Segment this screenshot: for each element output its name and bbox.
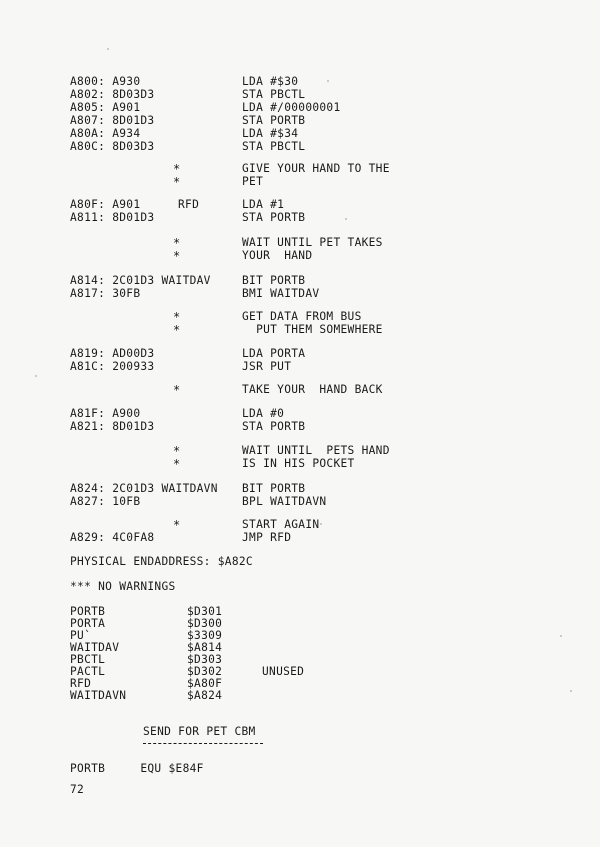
code-line-address: A824: 2C01D3 WAITDAVN xyxy=(70,482,218,495)
scan-speck xyxy=(570,690,572,692)
code-comment: START AGAIN xyxy=(242,518,320,531)
scan-speck xyxy=(327,80,329,82)
code-line-address: A829: 4C0FA8 xyxy=(70,531,155,544)
code-comment: GIVE YOUR HAND TO THE xyxy=(242,162,390,175)
code-line-instruction: BMI WAITDAV xyxy=(242,287,320,300)
code-line-instruction: STA PORTB xyxy=(242,420,306,433)
symbol-value: $D300 xyxy=(187,617,223,630)
code-line-address: A811: 8D01D3 xyxy=(70,211,155,224)
warnings-line: *** NO WARNINGS xyxy=(70,580,176,593)
code-line-instruction: LDA #1 xyxy=(242,198,285,211)
code-line-address: A821: 8D01D3 xyxy=(70,420,155,433)
symbol-name: PORTB xyxy=(70,605,106,618)
code-line-instruction: LDA #0 xyxy=(242,407,285,420)
symbol-value: $D302 xyxy=(187,665,223,678)
code-line-address: A827: 10FB xyxy=(70,495,141,508)
code-comment: IS IN HIS POCKET xyxy=(242,457,355,470)
symbol-value: $A814 xyxy=(187,641,223,654)
symbol-name: WAITDAVN xyxy=(70,689,127,702)
section-title-underline xyxy=(143,743,263,744)
code-line-address: A814: 2C01D3 WAITDAV xyxy=(70,274,211,287)
symbol-value: $D301 xyxy=(187,605,223,618)
code-line-address: A81C: 200933 xyxy=(70,360,155,373)
code-line-instruction: BPL WAITDAVN xyxy=(242,495,327,508)
comment-marker: * xyxy=(173,162,181,176)
symbol-name: RFD xyxy=(70,677,92,690)
code-line-instruction: LDA #$30 xyxy=(242,75,299,88)
comment-marker: * xyxy=(173,444,181,458)
symbol-name: WAITDAV xyxy=(70,641,120,654)
comment-marker: * xyxy=(173,249,181,263)
code-line-address: A805: A901 xyxy=(70,101,141,114)
code-line-instruction: STA PORTB xyxy=(242,211,306,224)
code-line-instruction: STA PBCTL xyxy=(242,88,306,101)
scan-speck xyxy=(560,635,562,637)
code-line-address: A817: 30FB xyxy=(70,287,141,300)
symbol-name: PBCTL xyxy=(70,653,106,666)
code-label: RFD xyxy=(178,198,200,211)
symbol-value: $D303 xyxy=(187,653,223,666)
code-comment: YOUR HAND xyxy=(242,249,313,262)
code-line-address: A80C: 8D03D3 xyxy=(70,140,155,153)
symbol-name: PACTL xyxy=(70,665,106,678)
code-line-instruction: LDA #$34 xyxy=(242,127,299,140)
code-line-address: A802: 8D03D3 xyxy=(70,88,155,101)
code-line-instruction: BIT PORTB xyxy=(242,274,306,287)
code-line-instruction: STA PORTB xyxy=(242,114,306,127)
comment-marker: * xyxy=(173,457,181,471)
code-line-instruction: LDA PORTA xyxy=(242,347,306,360)
symbol-value: $A824 xyxy=(187,689,223,702)
code-line-instruction: BIT PORTB xyxy=(242,482,306,495)
code-line-address: A800: A930 xyxy=(70,75,141,88)
comment-marker: * xyxy=(173,323,181,337)
comment-marker: * xyxy=(173,383,181,397)
code-comment: WAIT UNTIL PET TAKES xyxy=(242,236,383,249)
symbol-value: $A80F xyxy=(187,677,223,690)
end-address-line: PHYSICAL ENDADDRESS: $A82C xyxy=(70,555,253,568)
code-comment: PET xyxy=(242,175,264,188)
code-comment: PUT THEM SOMEWHERE xyxy=(242,323,383,336)
comment-marker: * xyxy=(173,175,181,189)
code-line-address: A81F: A900 xyxy=(70,407,141,420)
code-line-address: A80A: A934 xyxy=(70,127,141,140)
scan-speck xyxy=(107,48,109,50)
scan-speck xyxy=(320,523,322,525)
symbol-note: UNUSED xyxy=(262,665,305,678)
equ-line: PORTB EQU $E84F xyxy=(70,762,204,775)
comment-marker: * xyxy=(173,310,181,324)
scan-speck xyxy=(35,375,37,377)
code-line-address: A819: AD00D3 xyxy=(70,347,155,360)
symbol-name: PU` xyxy=(70,629,92,642)
code-line-address: A807: 8D01D3 xyxy=(70,114,155,127)
scan-speck xyxy=(345,218,347,220)
code-line-address: A80F: A901 xyxy=(70,198,141,211)
symbol-value: $3309 xyxy=(187,629,223,642)
code-comment: TAKE YOUR HAND BACK xyxy=(242,383,383,396)
code-comment: WAIT UNTIL PETS HAND xyxy=(242,444,390,457)
code-line-instruction: STA PBCTL xyxy=(242,140,306,153)
code-comment: GET DATA FROM BUS xyxy=(242,310,362,323)
section-title: SEND FOR PET CBM xyxy=(143,725,256,738)
symbol-name: PORTA xyxy=(70,617,106,630)
code-line-instruction: JMP RFD xyxy=(242,531,292,544)
comment-marker: * xyxy=(173,236,181,250)
code-line-instruction: JSR PUT xyxy=(242,360,292,373)
page-number: 72 xyxy=(70,783,85,796)
comment-marker: * xyxy=(173,518,181,532)
code-line-instruction: LDA #/00000001 xyxy=(242,101,341,114)
